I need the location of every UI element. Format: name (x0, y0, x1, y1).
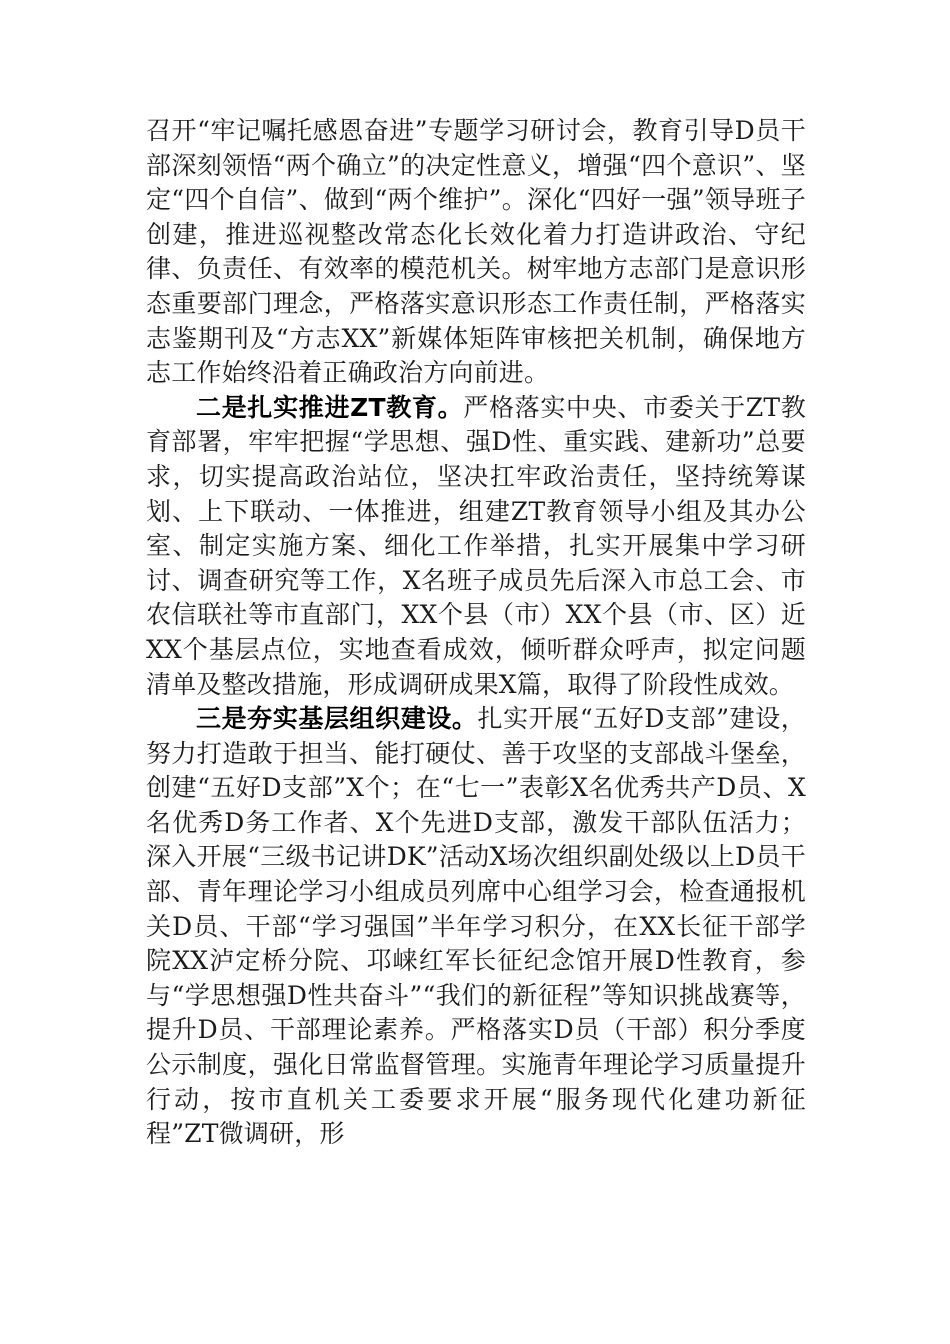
paragraph-text: 严格落实中央、市委关于ZT教育部署，牢牢把握“学思想、强D性、重实践、建新功”总要求，切实提高政治站位，坚决扛牢政治责任，坚持统筹谋划、上下联动、一体推进，组建ZT教育领导小组及其办公室、制定实施方案、细化工作举措，扎实开展集中学习研讨、调查研究等工作，X名班子成员先后深入市总工会、市农信联社等市直部门，XX个县（市）XX个县（市、区）近XX个基层点位，实地查看成效，倾听群众呼声，拟定问题清单及整改措施，形成调研成果X篇，取得了阶段性成效。 (146, 392, 806, 699)
paragraph-heading: 二是扎实推进ZT教育。 (196, 392, 464, 422)
paragraph-text: 扎实开展“五好D支部”建设，努力打造敢于担当、能打硬仗、善于攻坚的支部战斗堡垒，创建“五好D支部”X个；在“七一”表彰X名优秀共产D员、X名优秀D务工作者、X个先进D支部，激发干部队伍活力；深入开展“三级书记讲DK”活动X场次组织副处级以上D员干部、青年理论学习小组成员列席中心组学习会，检查通报机关D员、干部“学习强国”半年学习积分，在XX长征干部学院XX泸定桥分院、邛崃红军长征纪念馆开展D性教育，参与“学思想强D性共奋斗”“我们的新征程”等知识挑战赛等，提升D员、干部理论素养。严格落实D员（干部）积分季度公示制度，强化日常监督管理。实施青年理论学习质量提升行动，按市直机关工委要求开展“服务现代化建功新征程”ZT微调研，形 (146, 704, 807, 1149)
paragraph-heading: 三是夯实基层组织建设。 (196, 704, 478, 734)
paragraph-text: 召开“牢记嘱托感恩奋进”专题学习研讨会，教育引导D员干部深刻领悟“两个确立”的决定性意义，增强“四个意识”、坚定“四个自信”、做到“两个维护”。深化“四好一强”领导班子创建，推进巡视整改常态化长效化着力打造讲政治、守纪律、负责任、有效率的模范机关。树牢地方志部门是意识形态重要部门理念，严格落实意识形态工作责任制，严格落实志鉴期刊及“方志XX”新媒体矩阵审核把关机制，确保地方志工作始终沿着正确政治方向前进。 (146, 116, 806, 388)
paragraph-grassroots-organization (146, 702, 806, 1152)
paragraph-political-building (146, 114, 806, 391)
document-body (146, 114, 806, 1152)
paragraph-zt-education (146, 391, 806, 702)
